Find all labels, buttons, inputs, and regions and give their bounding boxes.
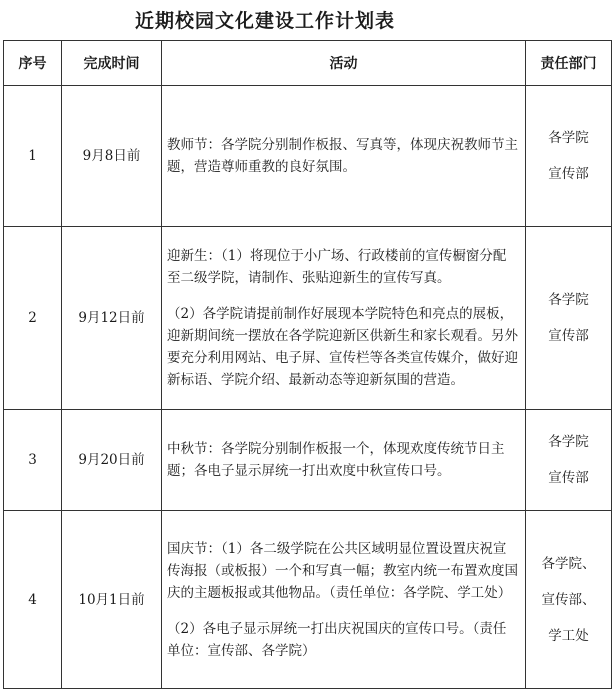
row-number: 3 (4, 410, 62, 511)
department-name: 宣传部 (548, 470, 589, 486)
row-deadline: 9月20日前 (62, 410, 162, 511)
department-name: 宣传部 (548, 166, 589, 182)
column-header-activity: 活动 (162, 41, 526, 86)
table-header-row (4, 41, 612, 86)
page-title: 近期校园文化建设工作计划表 (134, 10, 395, 32)
activity-paragraph: （2）各学院请提前制作好展现本学院特色和亮点的展板，迎新期间统一摆放在各学院迎新区供新生和家长观看。另外要充分利用网站、电子屏、宣传栏等各类宣传媒介，做好迎新标语、学院介绍、最新动态等迎新氛围的营造。 (167, 306, 518, 388)
activity-paragraph: 教师节：各学院分别制作板报、写真等，体现庆祝教师节主题，营造尊师重教的良好氛围。 (167, 137, 518, 175)
activity-paragraph: 迎新生：（1）将现位于小广场、行政楼前的宣传橱窗分配至二级学院，请制作、张贴迎新生的宣传写真。 (167, 248, 507, 286)
row-number: 1 (4, 86, 62, 227)
column-header-time: 完成时间 (62, 41, 162, 86)
department-name: 学工处 (548, 627, 589, 644)
column-header-dept: 责任部门 (526, 41, 612, 86)
row-activity (162, 410, 526, 511)
column-header-no: 序号 (4, 41, 62, 86)
department-name: 各学院 (548, 292, 589, 308)
row-number: 2 (4, 227, 62, 410)
row-department (526, 86, 612, 227)
table-row (4, 511, 612, 689)
department-name: 宣传部、 (541, 591, 596, 608)
plan-table (3, 40, 612, 689)
row-deadline: 10月1日前 (62, 511, 162, 689)
activity-paragraph: 中秋节：各学院分别制作板报一个，体现欢度传统节日主题；各电子显示屏统一打出欢度中秋宣传口号。 (167, 441, 505, 479)
row-deadline: 9月12日前 (62, 227, 162, 410)
department-name: 宣传部 (548, 328, 589, 344)
activity-paragraph: （2）各电子显示屏统一打出庆祝国庆的宣传口号。（责任单位：宣传部、各学院） (167, 620, 507, 659)
row-activity (162, 511, 526, 689)
table-row (4, 86, 612, 227)
table-row (4, 410, 612, 511)
row-department (526, 410, 612, 511)
row-deadline: 9月8日前 (62, 86, 162, 227)
table-row (4, 227, 612, 410)
row-activity (162, 86, 526, 227)
row-department (526, 227, 612, 410)
row-activity (162, 227, 526, 410)
department-name: 各学院 (548, 434, 589, 450)
row-department (526, 511, 612, 689)
row-number: 4 (4, 511, 62, 689)
department-name: 各学院 (548, 130, 589, 146)
department-name: 各学院、 (541, 555, 596, 572)
activity-paragraph: 国庆节：（1）各二级学院在公共区域明显位置设置庆祝宣传海报（或板报）一个和写真一幅；教室内统一布置欢度国庆的主题板报或其他物品。（责任单位：各学院、学工处） (167, 540, 518, 601)
